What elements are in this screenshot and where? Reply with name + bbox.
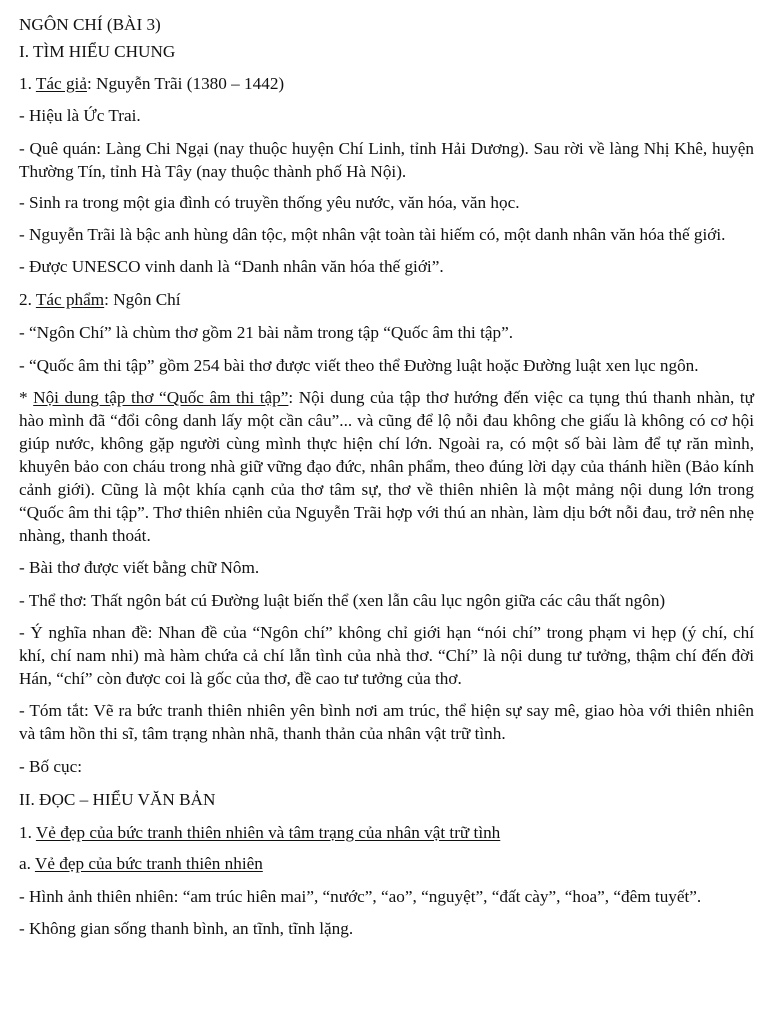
content-note-marker: * bbox=[19, 388, 34, 407]
author-point-hometown: - Quê quán: Làng Chi Ngại (nay thuộc huyện Chí Linh, tỉnh Hải Dương). Sau rời về làng Nhị Khê, huyện Thường Tín, tỉnh Hà Tây (nay thuộc thành phố Hà Nội). bbox=[19, 139, 754, 181]
content-note-label: Nội dung tập thơ “Quốc âm thi tập” bbox=[33, 388, 289, 407]
subsection-heading-1a bbox=[19, 852, 754, 875]
poem-point-structure: - Bố cục: bbox=[19, 757, 83, 776]
subsection-1a-letter: a. bbox=[19, 854, 35, 873]
poem-point-form: - Thể thơ: Thất ngôn bát cú Đường luật biến thể (xen lẫn câu lục ngôn giữa các câu thất ngôn) bbox=[19, 591, 666, 610]
work-label: Tác phẩm bbox=[35, 290, 105, 309]
author-point-hero: - Nguyễn Trãi là bậc anh hùng dân tộc, một nhân vật toàn tài hiếm có, một danh nhân văn hóa thế giới. bbox=[19, 225, 726, 244]
section-heading-general: I. TÌM HIỂU CHUNG bbox=[19, 42, 176, 61]
content-note-text: : Nội dung của tập thơ hướng đến việc ca tụng thú thanh nhàn, tự hào mình đã “đổi công danh lấy một cần câu”... và cũng để lộ nỗi đau không che giấu là không có cơ hội giúp nước, không gặp người cùng mình thực hiện chí lớn. Ngoài ra, có một số bài làm để tự răn mình, khuyên bảo con cháu trong nhà giữ vững đạo đức, nhân phẩm, theo đúng lời dạy của thánh hiền (Bảo kính cảnh giới). Cũng là một khía cạnh của thơ tâm sự, thơ về thiên nhiên là một mảng nội dung lớn trong “Quốc âm thi tập”. Thơ thiên nhiên của Nguyễn Trãi hợp với thú an nhàn, làm dịu bớt nỗi đau, trở nên nhẹ nhàng, thanh thoát. bbox=[19, 388, 754, 545]
subsection-1a-label: Vẻ đẹp của bức tranh thiên nhiên bbox=[34, 854, 263, 873]
work-name: : Ngôn Chí bbox=[104, 290, 181, 309]
poem-point-title-meaning: - Ý nghĩa nhan đề: Nhan đề của “Ngôn chí” không chỉ giới hạn “nói chí” trong phạm vi hẹp (ý chí, chí khí, chí nam nhi) mà hàm chứa cả chí lẫn tình của nhà thơ. “Chí” là nội dung tư tưởng, thậm chí đến đời Hán, “chí” còn được coi là gốc của thơ, đề cao tư tưởng của thơ. bbox=[19, 623, 754, 688]
poem-point-script: - Bài thơ được viết bằng chữ Nôm. bbox=[19, 558, 260, 577]
poem-point-summary: - Tóm tắt: Vẽ ra bức tranh thiên nhiên yên bình nơi am trúc, thể hiện sự say mê, giao hòa với thiên nhiên và tâm hồn thi sĩ, tâm trạng nhàn nhã, thanh thản của nhân vật trữ tình. bbox=[19, 701, 754, 743]
work-heading bbox=[19, 288, 754, 311]
subsection-1-label: Vẻ đẹp của bức tranh thiên nhiên và tâm trạng của nhân vật trữ tình bbox=[35, 823, 501, 842]
author-number: 1. bbox=[19, 74, 36, 93]
subsection-1-number: 1. bbox=[19, 823, 36, 842]
living-space-point: - Không gian sống thanh bình, an tĩnh, tĩnh lặng. bbox=[19, 919, 354, 938]
nature-images-point: - Hình ảnh thiên nhiên: “am trúc hiên mai”, “nước”, “ao”, “nguyệt”, “đất cày”, “hoa”, “đêm tuyết”. bbox=[19, 887, 702, 906]
subsection-heading-1 bbox=[19, 821, 754, 844]
work-point-collection: - “Ngôn Chí” là chùm thơ gồm 21 bài nằm trong tập “Quốc âm thi tập”. bbox=[19, 323, 514, 342]
author-name: : Nguyễn Trãi (1380 – 1442) bbox=[86, 74, 285, 93]
work-point-count: - “Quốc âm thi tập” gồm 254 bài thơ được viết theo thể Đường luật hoặc Đường luật xen lục ngôn. bbox=[19, 356, 699, 375]
author-label: Tác giả bbox=[35, 74, 87, 93]
work-number: 2. bbox=[19, 290, 36, 309]
content-note-paragraph bbox=[19, 386, 754, 547]
section-heading-reading: II. ĐỌC – HIỂU VĂN BẢN bbox=[19, 790, 216, 809]
author-heading bbox=[19, 72, 754, 95]
document-title: NGÔN CHÍ (BÀI 3) bbox=[19, 15, 161, 34]
author-point-family: - Sinh ra trong một gia đình có truyền thống yêu nước, văn hóa, văn học. bbox=[19, 193, 520, 212]
author-point-unesco: - Được UNESCO vinh danh là “Danh nhân văn hóa thế giới”. bbox=[19, 257, 444, 276]
author-point-pen-name: - Hiệu là Ức Trai. bbox=[19, 106, 141, 125]
